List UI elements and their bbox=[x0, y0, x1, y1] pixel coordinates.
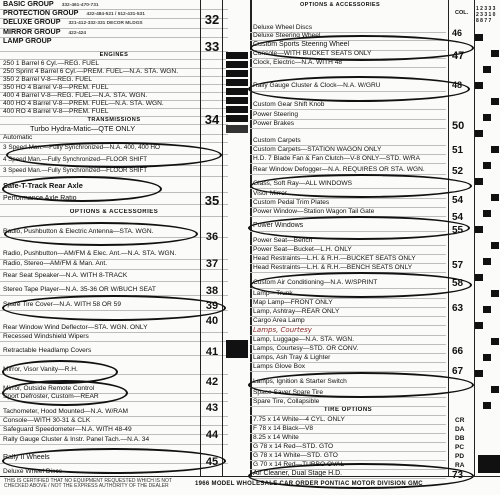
tire-code: RA bbox=[455, 462, 465, 469]
trans-number: 35 bbox=[204, 193, 220, 208]
option-label: Clock, Electric—N.A. WITH 48 bbox=[253, 59, 343, 66]
option-label: Console—WITH BUCKET SEATS ONLY bbox=[253, 50, 372, 57]
option-label: Lamps, Ignition & Starter Switch bbox=[253, 378, 347, 385]
option-number: 47 bbox=[452, 50, 465, 62]
option-label: Rear Seat Speaker—N.A. WITH 8-TRACK bbox=[3, 272, 128, 279]
option-row bbox=[0, 333, 228, 342]
group-label: PROTECTION GROUP bbox=[3, 9, 79, 17]
option-label: Custom Carpets—STATION WAGON ONLY bbox=[253, 146, 382, 153]
option-row bbox=[0, 250, 228, 260]
option-label: Custom Air Conditioning—N.A. W/SPRINT bbox=[253, 279, 378, 286]
option-label: Lamp, Luggage—N.A. STA. WGN. bbox=[253, 336, 355, 343]
engine-label: 350 2 Barrel V-8—REG. FUEL bbox=[3, 76, 93, 83]
option-label: Deluxe Wheel Discs bbox=[3, 468, 62, 475]
option-row bbox=[250, 137, 446, 146]
tire-code: PC bbox=[455, 444, 465, 451]
tire-label: F 78 x 14 Black—V8 bbox=[253, 425, 314, 432]
group-label: BASIC GROUP bbox=[3, 0, 54, 8]
option-row bbox=[250, 398, 446, 407]
group-lamp bbox=[0, 37, 228, 52]
option-label: Custom Carpets bbox=[253, 137, 301, 144]
tire-code: DA bbox=[455, 426, 465, 433]
option-row bbox=[250, 336, 446, 345]
option-row bbox=[250, 327, 446, 336]
option-row bbox=[250, 354, 446, 363]
option-label: Stereo Tape Player—N.A. 35-36 OR W/BUCH SEAT bbox=[3, 286, 156, 293]
option-label: Lamps, Courtesy—STD. OR CONV. bbox=[253, 345, 359, 352]
engine-label: 400 HO 4 Barrel V-8—PREM. FUEL—N.A. STA. WGN. bbox=[3, 100, 164, 107]
option-label: Power Seat—Bench bbox=[253, 237, 313, 244]
col-header: COL. bbox=[455, 10, 469, 16]
option-number: 40 bbox=[205, 315, 219, 327]
group-code: 321-412-332-331 DECOR MLDGS bbox=[68, 21, 143, 26]
option-label: Rally II Wheels bbox=[3, 454, 50, 461]
trans-row bbox=[0, 167, 228, 177]
option-row bbox=[250, 255, 446, 264]
trans-label: 3 Speed Man.—Fully Synchronized—N.A. 400, 400 HO bbox=[3, 144, 161, 151]
option-label: Rear Window Defogger—N.A. REQUIRES OR STA. WGN. bbox=[253, 166, 425, 173]
tire-row bbox=[250, 452, 446, 461]
option-label: Rally Gauge Cluster & Clock—N.A. W/GRU bbox=[253, 82, 381, 89]
option-label: Power Windows bbox=[253, 222, 304, 229]
group-number: 33 bbox=[204, 39, 220, 54]
option-row bbox=[250, 345, 446, 354]
option-row bbox=[250, 101, 446, 110]
option-row bbox=[250, 308, 446, 317]
option-label: Sport Defroster, Custom—REAR bbox=[3, 393, 99, 400]
option-label: Power Seat—Bucket—L.H. ONLY bbox=[253, 246, 352, 253]
option-label: Recessed Windshield Wipers bbox=[3, 333, 89, 340]
option-row bbox=[250, 155, 446, 164]
option-row bbox=[0, 347, 228, 356]
shaded-block bbox=[478, 455, 500, 473]
selection-oval bbox=[250, 174, 472, 198]
option-row bbox=[250, 299, 446, 308]
option-number: 45 bbox=[205, 456, 219, 468]
engine-label: 250 1 Barrel 6 Cyl.—REG. FUEL bbox=[3, 60, 100, 67]
group-code: 332-461-470-731 bbox=[61, 3, 99, 8]
group-code: 432-484-521 / 512-431-531 bbox=[86, 12, 145, 17]
option-number: 67 bbox=[452, 366, 464, 377]
option-label: Custom Gear Shift Knob bbox=[253, 101, 325, 108]
option-label: Lamp, Ashtray—REAR ONLY bbox=[253, 308, 340, 315]
option-label: Power Steering bbox=[253, 111, 299, 118]
trans-label: Turbo Hydra-Matic—QTE ONLY bbox=[30, 125, 136, 133]
option-number: 42 bbox=[205, 376, 219, 388]
option-number: 51 bbox=[452, 145, 464, 156]
engines-title: ENGINES bbox=[0, 52, 228, 60]
option-row bbox=[250, 111, 446, 120]
option-number: 57 bbox=[452, 260, 464, 271]
axle-label: Safe-T-Track Rear Axle bbox=[3, 182, 83, 190]
group-label: DELUXE GROUP bbox=[3, 18, 61, 26]
option-label: Map Lamp—FRONT ONLY bbox=[253, 299, 333, 306]
option-number: 44 bbox=[205, 429, 219, 441]
tire-code: CR bbox=[455, 417, 465, 424]
right-header: OPTIONS & ACCESSORIES bbox=[300, 2, 381, 8]
option-number: 50 bbox=[452, 120, 465, 132]
shaded-block bbox=[226, 125, 248, 133]
option-label: Power Window—Station Wagon Tail Gate bbox=[253, 208, 375, 215]
option-number: 43 bbox=[205, 402, 219, 414]
engine-label: 400 RO 4 Barrel V-8—PREM. FUEL bbox=[3, 108, 109, 115]
option-label: Space Saver Spare Tire bbox=[253, 389, 324, 396]
col-digits: 1 2 3 3 3 2 3 3 1 0 8 8 7 7 bbox=[476, 6, 496, 24]
option-row bbox=[0, 426, 228, 435]
option-label: Deluxe Steering Wheel bbox=[253, 32, 321, 39]
option-label: Head Restraints—L.H. & R.H.—BENCH SEATS ONLY bbox=[253, 264, 413, 271]
tire-codes bbox=[455, 416, 464, 470]
option-row bbox=[250, 146, 446, 155]
tire-row bbox=[250, 434, 446, 443]
option-number: 46 bbox=[452, 28, 463, 38]
selection-oval bbox=[2, 176, 162, 202]
option-number: 37 bbox=[205, 258, 219, 270]
option-label: Mirror, Outside Remote Control bbox=[3, 385, 95, 392]
option-number: 63 bbox=[452, 303, 464, 314]
divider bbox=[200, 0, 201, 477]
selection-oval bbox=[2, 295, 226, 321]
engine-row bbox=[0, 108, 228, 117]
tire-row bbox=[250, 443, 446, 452]
option-number: 58 bbox=[452, 278, 464, 289]
option-label: Retractable Headlamp Covers bbox=[3, 347, 92, 354]
option-number: 73 bbox=[452, 470, 464, 481]
option-label: Radio, Pushbutton—AM/FM & Elec. Ant.—N.A. STA. WGN. bbox=[3, 250, 177, 257]
option-label: Radio, Pushbutton & Electric Antenna—STA. WGN. bbox=[3, 228, 154, 235]
tire-label: G 78 x 14 Red—STD. GTO bbox=[253, 443, 334, 450]
option-label: Visor Mirror bbox=[253, 190, 287, 197]
option-check-grid bbox=[475, 28, 499, 470]
trans-label: Automatic bbox=[3, 134, 33, 141]
option-row bbox=[0, 436, 228, 445]
selection-oval bbox=[4, 222, 198, 246]
trans-label: 4 Speed Man.—Fully Synchronized—FLOOR SHIFT bbox=[3, 156, 148, 163]
option-label: Console—WITH 30-31 & CLK bbox=[3, 417, 91, 424]
option-number: 54 bbox=[452, 195, 464, 206]
tire-code: PD bbox=[455, 453, 465, 460]
transmissions-title: TRANSMISSIONS bbox=[0, 117, 228, 125]
option-number: 41 bbox=[205, 346, 219, 358]
option-number: 66 bbox=[452, 346, 464, 357]
option-number: 38 bbox=[205, 285, 219, 297]
tire-label: 8.25 x 14 White bbox=[253, 434, 299, 441]
option-number: 52 bbox=[452, 166, 464, 177]
option-row bbox=[0, 272, 228, 282]
option-label: H.D. 7 Blade Fan & Fan Clutch—V-8 ONLY—STD. W/RA bbox=[253, 155, 420, 162]
tire-label: Air Cleaner, Dual Stage H.D. bbox=[253, 470, 343, 477]
tire-row bbox=[250, 416, 446, 425]
trans-label: 3 Speed Man.—Fully Synchronized—FLOOR SHIFT bbox=[3, 167, 148, 174]
option-label: Safeguard Speedometer—N.A. WITH 48-49 bbox=[3, 426, 132, 433]
tire-code: DB bbox=[455, 435, 465, 442]
engine-label: 400 4 Barrel V-8—REG. FUEL—N.A. STA. WGN. bbox=[3, 92, 148, 99]
selection-oval bbox=[248, 216, 470, 240]
option-number: 54 bbox=[452, 212, 464, 223]
selection-oval bbox=[6, 142, 222, 168]
option-row bbox=[0, 408, 228, 417]
group-code: 422-424 bbox=[68, 31, 87, 36]
tire-label: G 70 x 14 Red—TURBO OVAL bbox=[253, 461, 345, 468]
option-label: Rally Gauge Cluster & Instr. Panel Tach.—N.A. 34 bbox=[3, 436, 150, 443]
form-title: 1966 MODEL WHOLESALE CAR ORDER PONTIAC MOTOR DIVISION GMC bbox=[195, 481, 423, 487]
option-label: Deluxe Wheel Discs bbox=[253, 24, 312, 31]
option-label: Glass, Soft Ray—ALL WINDOWS bbox=[253, 180, 353, 187]
footer bbox=[0, 476, 500, 495]
shaded-block bbox=[226, 340, 248, 358]
axle-ratio-label: Performance Axle Ratio bbox=[3, 195, 77, 202]
option-row bbox=[0, 324, 228, 333]
tire-row bbox=[250, 425, 446, 434]
selection-oval bbox=[248, 76, 470, 102]
tire-label: 7.75 x 14 White—4 CYL. ONLY bbox=[253, 416, 345, 423]
engine-number: 34 bbox=[204, 112, 220, 127]
option-label: Custom Sports Steering Wheel bbox=[253, 41, 350, 48]
option-label: Rear Window Wind Deflector—STA. WGN. ONLY bbox=[3, 324, 148, 331]
divider bbox=[222, 0, 223, 477]
group-label: MIRROR GROUP bbox=[3, 28, 61, 36]
option-row bbox=[0, 417, 228, 426]
selection-oval bbox=[250, 272, 472, 298]
option-row bbox=[250, 317, 446, 326]
option-label: Tachometer, Hood Mounted—N.A. W/RAM bbox=[3, 408, 128, 415]
option-label: Radio, Stereo—AM/FM & Man. Ant. bbox=[3, 260, 108, 267]
options-title: OPTIONS & ACCESSORIES bbox=[0, 209, 228, 217]
option-label: Head Restraints—L.H. & R.H.—BUCKET SEATS ONLY bbox=[253, 255, 416, 262]
option-row bbox=[0, 260, 228, 270]
option-label: Lamp—Trunk bbox=[253, 290, 293, 297]
option-label: Spare Tire Cover—N.A. WITH 58 OR 59 bbox=[3, 301, 121, 308]
option-label: Spare Tire, Collapsible bbox=[253, 398, 320, 405]
tire-title: TIRE OPTIONS bbox=[250, 407, 446, 416]
option-number: 39 bbox=[205, 300, 219, 312]
option-label: Lamps, Ash Tray & Lighter bbox=[253, 354, 331, 361]
group-number: 32 bbox=[204, 12, 220, 27]
option-number: 55 bbox=[452, 225, 464, 236]
option-number: 36 bbox=[205, 231, 219, 243]
selection-oval bbox=[248, 372, 474, 398]
selection-oval bbox=[2, 448, 226, 474]
option-label: Mirror, Visor Vanity—R.H. bbox=[3, 366, 78, 373]
engine-label: 250 Sprint 4 Barrel 6 Cyl.—PREM. FUEL—N.A. STA. WGN. bbox=[3, 68, 179, 75]
option-label: Cargo Area Lamp bbox=[253, 317, 305, 324]
option-label: Power Brakes bbox=[253, 120, 295, 127]
option-row bbox=[250, 363, 446, 372]
shaded-block bbox=[226, 52, 248, 122]
option-label: Lamps Glove Box bbox=[253, 363, 306, 370]
option-row bbox=[250, 199, 446, 208]
certification-text: THIS IS CERTIFIED THAT NO EQUIPMENT REQUESTED WHICH IS NOT CHECKED ABOVE / NOT THE EXPRESS AUTHORITY OF THE DEALER bbox=[4, 478, 172, 490]
selection-oval bbox=[2, 380, 128, 406]
option-row bbox=[250, 246, 446, 255]
option-label: Custom Pedal Trim Plates bbox=[253, 199, 330, 206]
tire-label: G 78 x 14 White—STD. GTO bbox=[253, 452, 338, 459]
option-number: 48 bbox=[452, 80, 463, 90]
selection-oval bbox=[250, 35, 474, 61]
handwritten-note: Lamps, Courtesy bbox=[253, 327, 312, 334]
option-row bbox=[250, 120, 446, 129]
engine-label: 350 HO 4 Barrel V-8—PREM. FUEL bbox=[3, 84, 109, 91]
group-label: LAMP GROUP bbox=[3, 37, 52, 45]
